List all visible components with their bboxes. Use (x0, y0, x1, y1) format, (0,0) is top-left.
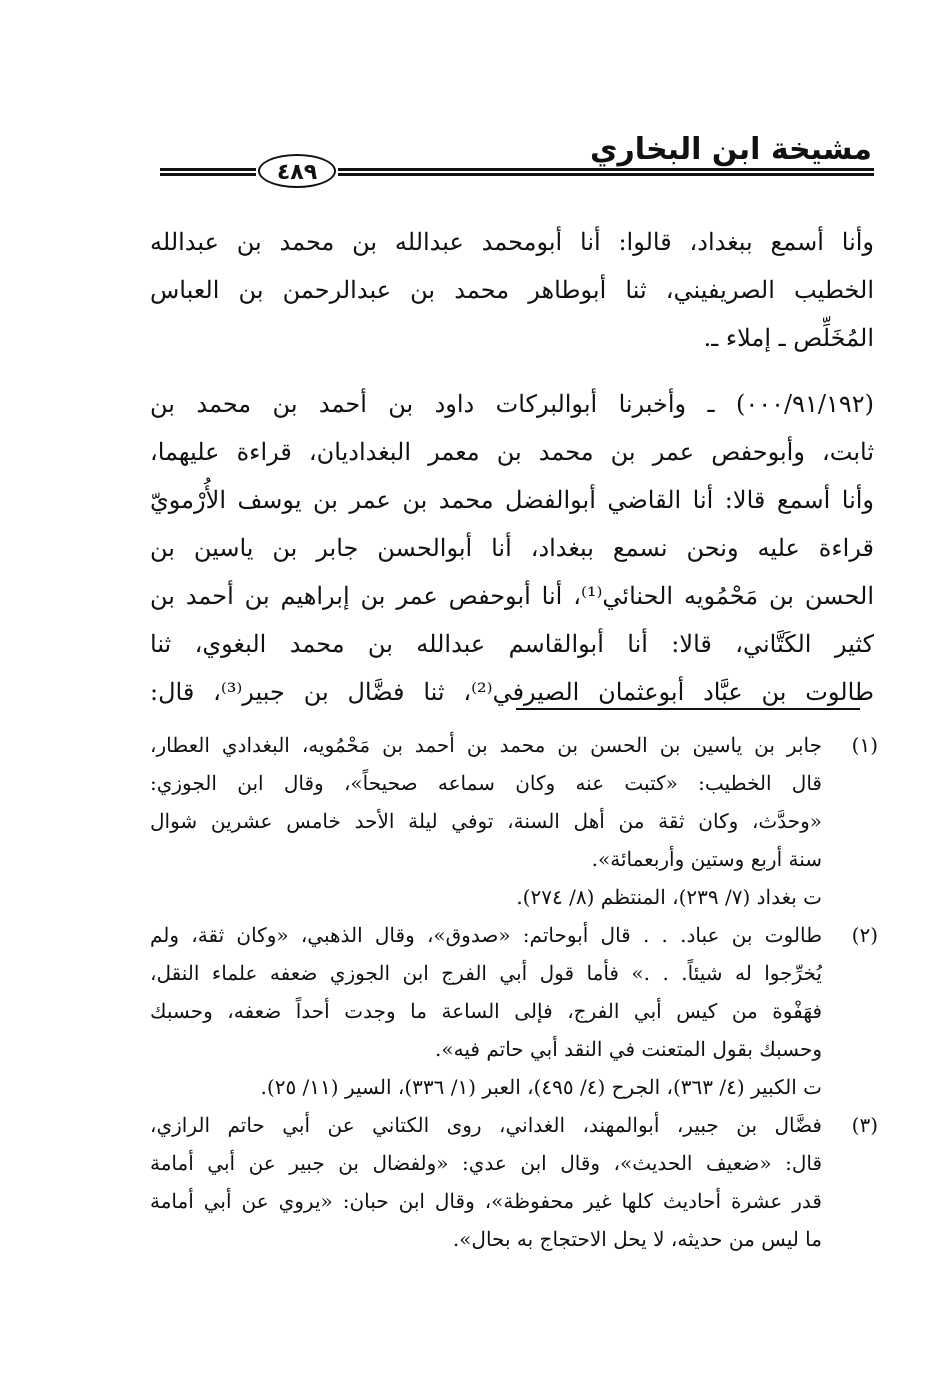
footnote-2 (150, 916, 878, 1106)
footnote-number: (١) (851, 733, 878, 757)
paragraph-line: الحسن بن مَحْمُويه الحنائي⁽¹⁾، أنا أبوحفص عمر بن إبراهيم بن أحمد بن (150, 582, 874, 610)
footnote-reference: ت الكبير (٤/ ٣٦٣)، الجرح (٤/ ٤٩٥)، العبر (١/ ٣٣٦)، السير (١١/ ٢٥). (260, 1075, 822, 1099)
footnote-line: وحسبك بقول المتعنت في النقد أبي حاتم فيه». (435, 1037, 822, 1061)
footnote-line: يُخرِّجوا له شيئاً. . .» فأما قول أبي الفرج ابن الجوزي ضعفه علماء النقل، (150, 961, 822, 985)
paragraph-line: المُخَلِّص ـ إملاء ـ. (703, 324, 874, 352)
footnote-number: (٣) (851, 1113, 878, 1137)
paragraph-line: وأنا أسمع ببغداد، قالوا: أنا أبومحمد عبدالله بن محمد بن عبدالله (150, 228, 874, 256)
header-rule-left (160, 168, 256, 176)
paragraph-line: ثابت، وأبوحفص عمر بن محمد بن معمر البغداديان، قراءة عليهما، (150, 438, 874, 466)
footnote-line: فهَفْوة من كيس أبي الفرج، فإلى الساعة ما وجدت أحداً ضعفه، وحسبك (150, 999, 822, 1023)
paragraph-line: وأنا أسمع قالا: أنا القاضي أبوالفضل محمد بن عمر بن يوسف الأُرْمويّ (150, 486, 874, 514)
paragraph-line: (٠٠٠/٩١/١٩٢) ـ وأخبرنا أبوالبركات داود بن أحمد بن محمد بن (150, 390, 874, 418)
paragraph-line: كثير الكَتَّاني، قالا: أنا أبوالقاسم عبدالله بن محمد البغوي، ثنا (150, 630, 874, 658)
paragraph-2 (150, 380, 874, 716)
footnote-line: «وحدَّث، وكان ثقة من أهل السنة، توفي ليلة الأحد خامس عشرين شوال (150, 809, 822, 833)
footnote-line: جابر بن ياسين بن الحسن بن محمد بن أحمد بن مَحْمُويه، البغدادي العطار، (150, 733, 822, 757)
footnote-reference: ت بغداد (٧/ ٢٣٩)، المنتظم (٨/ ٢٧٤). (516, 885, 822, 909)
footnotes (150, 726, 878, 1258)
footnote-1 (150, 726, 878, 916)
footnote-line: ما ليس من حديثه، لا يحل الاحتجاج به بحال». (452, 1227, 822, 1251)
paragraph-line: طالوت بن عبَّاد أبوعثمان الصيرفي⁽²⁾، ثنا فضَّال بن جبير⁽³⁾، قال: (150, 678, 874, 706)
footnote-separator (516, 708, 860, 710)
paragraph-line: قراءة عليه ونحن نسمع ببغداد، أنا أبوالحسن جابر بن ياسين بن (150, 534, 874, 562)
footnote-line: قال الخطيب: «كتبت عنه وكان سماعه صحيحاً»، وقال ابن الجوزي: (150, 771, 822, 795)
footnote-line: قال: «ضعيف الحديث»، وقال ابن عدي: «ولفضال بن جبير عن أبي أمامة (150, 1151, 822, 1175)
footnote-line: سنة أربع وستين وأربعمائة». (591, 847, 822, 871)
paragraph-line: الخطيب الصريفيني، ثنا أبوطاهر محمد بن عبدالرحمن بن العباس (150, 276, 874, 304)
running-header-title: مشيخة ابن البخاري (589, 132, 872, 167)
footnote-number: (٢) (851, 923, 878, 947)
footnote-line: قدر عشرة أحاديث كلها غير محفوظة»، وقال ابن حبان: «يروي عن أبي أمامة (150, 1189, 822, 1213)
footnote-line: طالوت بن عباد. . . قال أبوحاتم: «صدوق»، وقال الذهبي، «وكان ثقة، ولم (150, 923, 822, 947)
paragraph-1 (150, 218, 874, 362)
page-number: ٤٨٩ (258, 154, 336, 188)
header-rule-right (338, 168, 874, 176)
footnote-line: فضَّال بن جبير، أبوالمهند، الغداني، روى الكتاني عن أبي حاتم الرازي، (150, 1113, 822, 1137)
footnote-3 (150, 1106, 878, 1258)
